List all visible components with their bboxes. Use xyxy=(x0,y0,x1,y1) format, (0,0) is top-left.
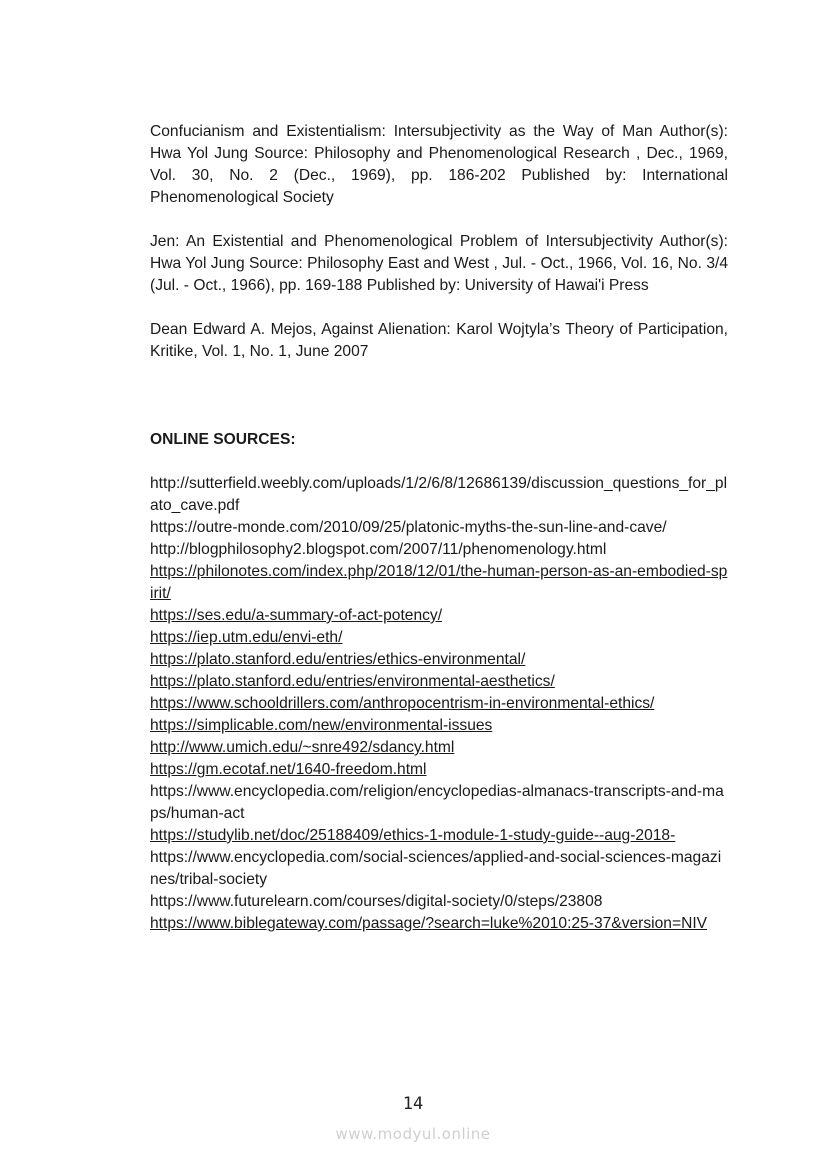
online-source-link[interactable] xyxy=(150,825,728,847)
online-source-text: https://gm.ecotaf.net/1640-freedom.html xyxy=(150,761,427,778)
online-source-text: https://simplicable.com/new/environmental-issues xyxy=(150,717,493,734)
reference-entry: Jen: An Existential and Phenomenological Problem of Intersubjectivity Author(s): Hwa Yol Jung Source: Philosophy East and West , Jul. - Oct., 1966, Vol. 16, No. 3/4 (Jul. - Oct., 1966), pp. 169-188 Published by: University of Hawai'i Press xyxy=(150,233,728,294)
online-source-link[interactable] xyxy=(150,605,728,627)
online-source-link[interactable] xyxy=(150,693,728,715)
reference-entry: Dean Edward A. Mejos, Against Alienation: Karol Wojtyla’s Theory of Participation, Kritike, Vol. 1, No. 1, June 2007 xyxy=(150,321,728,360)
watermark: www.modyul.online xyxy=(335,1125,491,1143)
online-source-link[interactable] xyxy=(150,847,728,891)
online-source-link[interactable] xyxy=(150,649,728,671)
online-source-text: https://www.biblegateway.com/passage/?search=luke%2010:25-37&version=NIV xyxy=(150,915,708,932)
online-source-text: https://www.encyclopedia.com/social-sciences/applied-and-social-sciences-magazines/tribal-society xyxy=(150,849,722,888)
online-source-link[interactable] xyxy=(150,517,728,539)
online-source-link[interactable] xyxy=(150,671,728,693)
online-source-link[interactable] xyxy=(150,913,728,935)
online-source-text: https://ses.edu/a-summary-of-act-potency/ xyxy=(150,607,443,624)
page-content xyxy=(150,121,728,935)
online-source-link[interactable] xyxy=(150,539,728,561)
online-source-link[interactable] xyxy=(150,759,728,781)
reference-entry: Confucianism and Existentialism: Intersubjectivity as the Way of Man Author(s): Hwa Yol Jung Source: Philosophy and Phenomenological Research , Dec., 1969, Vol. 30, No. 2 (Dec., 1969), pp. 186-202 Published by: International Phenomenological Society xyxy=(150,123,728,206)
online-source-text: http://blogphilosophy2.blogspot.com/2007/11/phenomenology.html xyxy=(150,541,607,558)
online-source-text: https://www.schooldrillers.com/anthropocentrism-in-environmental-ethics/ xyxy=(150,695,655,712)
online-source-link[interactable] xyxy=(150,561,728,605)
online-source-text: https://philonotes.com/index.php/2018/12/01/the-human-person-as-an-embodied-spirit/ xyxy=(150,563,728,602)
online-source-text: https://iep.utm.edu/envi-eth/ xyxy=(150,629,343,646)
online-source-link[interactable] xyxy=(150,891,728,913)
online-source-text: https://www.futurelearn.com/courses/digital-society/0/steps/23808 xyxy=(150,893,603,910)
online-source-link[interactable] xyxy=(150,781,728,825)
online-source-link[interactable] xyxy=(150,715,728,737)
online-source-link[interactable] xyxy=(150,473,728,517)
online-source-link[interactable] xyxy=(150,737,728,759)
online-source-link[interactable] xyxy=(150,627,728,649)
online-source-text: https://studylib.net/doc/25188409/ethics-1-module-1-study-guide--aug-2018- xyxy=(150,827,676,844)
online-source-text: https://plato.stanford.edu/entries/ethics-environmental/ xyxy=(150,651,526,668)
online-source-text: https://www.encyclopedia.com/religion/encyclopedias-almanacs-transcripts-and-maps/human-act xyxy=(150,783,724,822)
online-source-text: https://plato.stanford.edu/entries/environmental-aesthetics/ xyxy=(150,673,555,690)
online-source-text: https://outre-monde.com/2010/09/25/platonic-myths-the-sun-line-and-cave/ xyxy=(150,519,667,536)
online-source-text: http://www.umich.edu/~snre492/sdancy.html xyxy=(150,739,455,756)
page-number: 14 xyxy=(402,1094,424,1114)
online-sources-list xyxy=(150,473,728,935)
online-source-text: http://sutterfield.weebly.com/uploads/1/2/6/8/12686139/discussion_questions_for_plato_cave.pdf xyxy=(150,475,728,514)
online-sources-heading: ONLINE SOURCES: xyxy=(150,431,296,448)
